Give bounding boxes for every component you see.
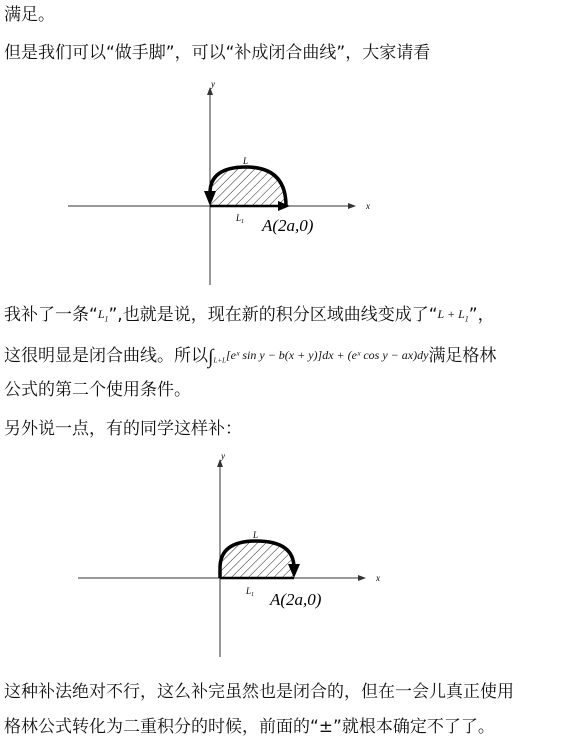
segment-label: $L_1$ (236, 213, 245, 225)
text-line-2 (4, 42, 430, 64)
curve-label: L (253, 530, 259, 540)
text-span: 满足格林 (428, 346, 497, 366)
x-axis-arrow (358, 575, 366, 581)
text-line-1 (4, 4, 55, 26)
x-axis-label: x (366, 201, 370, 211)
text-span: ”,也就是说，现在新的积分区域曲线变成了“ (108, 305, 438, 325)
segment-label: $L_1$ (246, 586, 255, 598)
text-span: ”， (468, 305, 495, 325)
figure-2 (70, 450, 390, 665)
text-line-4 (4, 344, 496, 371)
curve-label: L (243, 156, 249, 166)
line-integral: $\int_{L+L}[eˣ$ sin y − b(x + y)]dx + (eˣ cos y − ax)dy (208, 346, 429, 368)
text-span: 我补了一条“ (4, 305, 98, 325)
math-L-plus-L1: $L + L_1$ (437, 307, 469, 324)
text-span: 公式的第二个使用条件。 (4, 380, 191, 400)
text-span: 另外说一点，有的同学这样补： (4, 419, 242, 439)
text-span: 这种补法绝对不行，这么补完虽然也是闭合的，但在一会儿真正使用 (4, 682, 514, 702)
y-axis-label: y (211, 79, 215, 89)
text-line-7 (4, 681, 514, 703)
figure-1 (60, 75, 380, 290)
math-L1: $L_1$ (97, 307, 109, 324)
x-axis-label: x (376, 573, 380, 583)
y-axis-label: y (221, 451, 225, 461)
text-line-5 (4, 379, 191, 401)
text-line-8 (4, 716, 495, 738)
text-line-3 (4, 303, 495, 330)
text-span: 满足。 (4, 5, 55, 25)
text-span: 这很明显是闭合曲线。所以 (4, 346, 208, 366)
text-span: 格林公式转化为二重积分的时候，前面的“±”就根本确定不了了。 (4, 717, 495, 737)
point-A-label: A(2a,0) (270, 590, 322, 609)
point-A-label: A(2a,0) (262, 216, 314, 235)
text-line-6 (4, 418, 242, 440)
text-span: 但是我们可以“做手脚”，可以“补成闭合曲线”，大家请看 (4, 43, 431, 63)
x-axis-arrow (348, 203, 356, 209)
